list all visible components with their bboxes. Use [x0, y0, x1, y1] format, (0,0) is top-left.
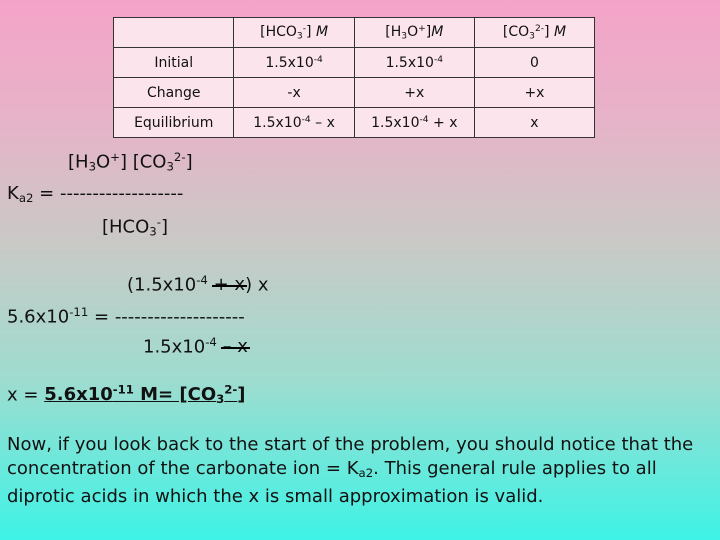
cell-hco3-change: -x [234, 78, 354, 108]
substitution-numerator: $(1.5x10^{-4} + x)$ x [127, 273, 269, 296]
cell-hco3-equilibrium: $1.5x10^{-4}$ – x [234, 108, 354, 138]
cell-co3-change: +x [474, 78, 594, 108]
result-prefix: x = [7, 384, 39, 406]
cell-hco3-initial: $1.5x10^{-4}$ [234, 48, 354, 78]
substitution-equation-line: $5.6x10^{-11}$ = -------------------- [7, 305, 245, 328]
ka-equation-line: $K_{a2}$ = ------------------- [7, 183, 184, 205]
ka-numerator: $[H_3O^+]$ $[CO_3^{2-}]$ [68, 150, 193, 174]
cell-h3o-initial: $1.5x10^{-4}$ [354, 48, 474, 78]
table-header-row [114, 18, 595, 48]
header-h3o: $[H_3O^+]M$ [354, 18, 474, 48]
header-empty-cell [114, 18, 234, 48]
cell-co3-equilibrium: x [474, 108, 594, 138]
header-co3: $[CO_3^{2-}]$ M [474, 18, 594, 48]
table-row-change [114, 78, 595, 108]
ka-denominator: $[HCO_3^-]$ [102, 215, 168, 239]
result-line [7, 383, 246, 406]
ice-table [113, 17, 595, 138]
row-label: Equilibrium [114, 108, 234, 138]
substitution-denominator: $1.5x10^{-4}$ – x [143, 335, 248, 358]
fraction-line: -------------------- [114, 306, 245, 328]
row-label: Change [114, 78, 234, 108]
cell-h3o-equilibrium: $1.5x10^{-4} + x$ [354, 108, 474, 138]
cell-co3-initial: 0 [474, 48, 594, 78]
cell-h3o-change: +x [354, 78, 474, 108]
result-value: $5.6x10^{-11}$ $M= [CO_3^{2-}]$ [44, 383, 246, 407]
fraction-line: ------------------- [59, 183, 184, 204]
explanation-paragraph: Now, if you look back to the start of the problem, you should notice that the concentration of the carbonate ion = $K_{a2}$. This general rule applies to all diprotic acids in which the x is small approximation is valid. [7, 434, 694, 507]
table-row-initial [114, 48, 595, 78]
header-hco3: $[HCO_3^-]$ M [234, 18, 354, 48]
row-label: Initial [114, 48, 234, 78]
table-row-equilibrium [114, 108, 595, 138]
